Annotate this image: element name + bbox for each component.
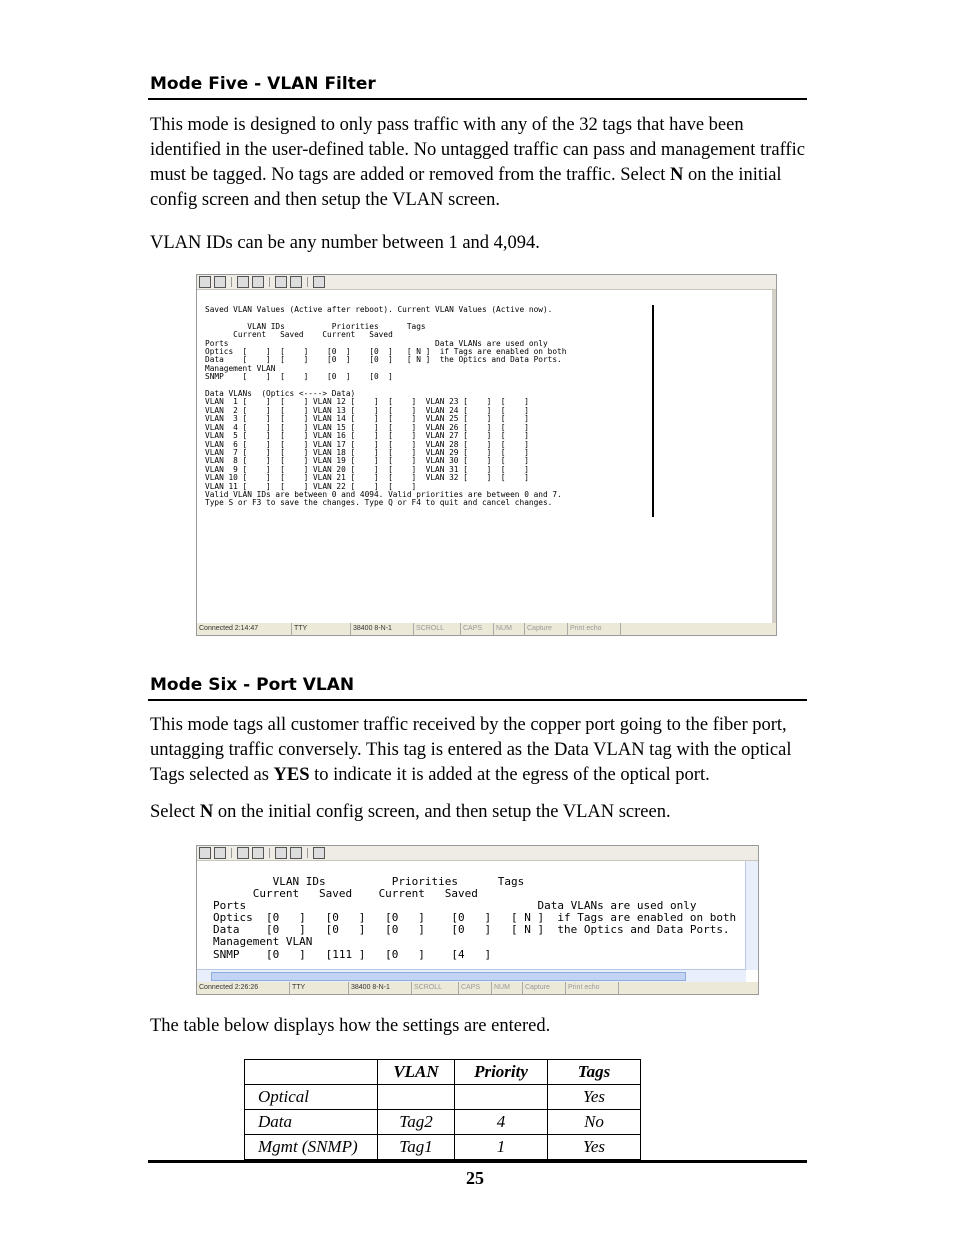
open-icon[interactable] [214, 847, 226, 859]
table-row [245, 1110, 641, 1135]
status-field: TTY [290, 982, 349, 994]
section-divider [148, 98, 807, 100]
terminal-line: VLAN 7 [ ] [ ] VLAN 18 [ ] [ ] VLAN 29 [ ] [ ] [205, 447, 529, 457]
receive-icon[interactable] [290, 847, 302, 859]
terminal-line: VLAN 8 [ ] [ ] VLAN 19 [ ] [ ] VLAN 30 [ ] [ ] [205, 456, 529, 466]
table-cell: 4 [455, 1110, 548, 1135]
terminal-screen-text [213, 876, 736, 961]
disconnect-icon[interactable] [252, 276, 264, 288]
terminal-line: VLAN 3 [ ] [ ] VLAN 14 [ ] [ ] VLAN 25 [ ] [ ] [205, 414, 529, 424]
vlan-id-range-note: VLAN IDs can be any number between 1 and 4,094. [150, 233, 540, 253]
send-icon[interactable] [275, 276, 287, 288]
table-cell: No [548, 1110, 641, 1135]
status-field: CAPS [459, 982, 492, 994]
table-cell: 1 [455, 1135, 548, 1160]
terminal-line: Ports Data VLANs are used only [205, 338, 548, 348]
table-cell: Yes [548, 1135, 641, 1160]
status-field: Capture [525, 623, 568, 635]
section-title-mode-six: Mode Six - Port VLAN [150, 675, 355, 695]
properties-icon[interactable] [313, 276, 325, 288]
terminal-status-bar [197, 982, 758, 994]
terminal-line: Ports Data VLANs are used only [213, 899, 697, 913]
settings-table [244, 1059, 641, 1160]
status-field: 38400 8-N-1 [349, 982, 412, 994]
terminal-line: VLAN 11 [ ] [ ] VLAN 22 [ ] [ ] [205, 481, 417, 491]
status-field: SCROLL [414, 623, 461, 635]
table-row [245, 1085, 641, 1110]
phone-icon[interactable] [237, 847, 249, 859]
terminal-line: VLAN IDs Priorities Tags [205, 321, 426, 331]
new-icon[interactable] [199, 847, 211, 859]
terminal-status-bar [197, 623, 776, 635]
table-header-row [245, 1060, 641, 1085]
terminal-window-vlan-filter [196, 274, 777, 636]
toolbar-separator [307, 277, 308, 287]
terminal-line: Current Saved Current Saved [205, 330, 393, 340]
status-field: Capture [523, 982, 566, 994]
status-field: Print echo [566, 982, 619, 994]
section-divider [148, 699, 807, 701]
terminal-line: SNMP [0 ] [111 ] [0 ] [4 ] [213, 947, 492, 961]
table-cell: Data [245, 1110, 378, 1135]
terminal-line: VLAN 2 [ ] [ ] VLAN 13 [ ] [ ] VLAN 24 [ ] [ ] [205, 405, 529, 415]
terminal-line: VLAN IDs Priorities Tags [213, 875, 525, 888]
receive-icon[interactable] [290, 276, 302, 288]
toolbar-separator [231, 277, 232, 287]
terminal-line: Optics [ ] [ ] [0 ] [0 ] [ N ] if Tags are enabled on both [205, 347, 567, 357]
table-cell: Tag1 [378, 1135, 455, 1160]
send-icon[interactable] [275, 847, 287, 859]
terminal-line: VLAN 1 [ ] [ ] VLAN 12 [ ] [ ] VLAN 23 [ ] [ ] [205, 397, 529, 407]
table-cell: Optical [245, 1085, 378, 1110]
table-cell: Yes [548, 1085, 641, 1110]
terminal-screen-text [205, 306, 566, 508]
table-cell: Mgmt (SNMP) [245, 1135, 378, 1160]
terminal-line: Saved VLAN Values (Active after reboot). Current VLAN Values (Active now). [205, 305, 553, 314]
terminal-line: VLAN 5 [ ] [ ] VLAN 16 [ ] [ ] VLAN 27 [ ] [ ] [205, 431, 529, 441]
table-header-cell [245, 1060, 378, 1085]
disconnect-icon[interactable] [252, 847, 264, 859]
new-icon[interactable] [199, 276, 211, 288]
page-number: 25 [466, 1168, 484, 1188]
mode-five-description: This mode is designed to only pass traffic with any of the 32 tags that have been identified in the user-defined table. No untagged traffic can pass and management traffic must be tagged. No tags are added or removed from the traffic. Select N on the initial config screen and then setup the VLAN screen. [150, 115, 805, 210]
vertical-scrollbar[interactable] [745, 861, 758, 970]
phone-icon[interactable] [237, 276, 249, 288]
terminal-window-port-vlan [196, 845, 759, 995]
toolbar-separator [307, 848, 308, 858]
status-field: TTY [292, 623, 351, 635]
terminal-toolbar [197, 846, 758, 861]
properties-icon[interactable] [313, 847, 325, 859]
terminal-line: VLAN 4 [ ] [ ] VLAN 15 [ ] [ ] VLAN 26 [ ] [ ] [205, 422, 529, 432]
scrollbar-thumb[interactable] [211, 972, 686, 981]
toolbar-separator [269, 848, 270, 858]
terminal-line: Data [0 ] [0 ] [0 ] [0 ] [ N ] the Optics and Data Ports. [213, 923, 730, 937]
footer-rule [148, 1160, 807, 1163]
toolbar-separator [269, 277, 270, 287]
terminal-line: SNMP [ ] [ ] [0 ] [0 ] [205, 372, 393, 382]
mode-six-description: This mode tags all customer traffic received by the copper port going to the fiber port, untagging traffic conversely. This tag is entered as the Data VLAN tag with the optical Tags selected as YES to indicate it is added at the egress of the optical port. [150, 715, 792, 785]
status-field: SCROLL [412, 982, 459, 994]
table-intro-text: The table below displays how the settings are entered. [150, 1016, 551, 1036]
status-field: Print echo [568, 623, 621, 635]
status-field: Connected 2:14:47 [197, 623, 292, 635]
status-field: 38400 8-N-1 [351, 623, 414, 635]
table-header-cell: Priority [455, 1060, 548, 1085]
terminal-line: VLAN 9 [ ] [ ] VLAN 20 [ ] [ ] VLAN 31 [ ] [ ] [205, 464, 529, 474]
status-field: NUM [494, 623, 525, 635]
mode-six-instruction: Select N on the initial config screen, and then setup the VLAN screen. [150, 802, 671, 822]
section-title-mode-five: Mode Five - VLAN Filter [150, 74, 376, 94]
table-cell [455, 1085, 548, 1110]
open-icon[interactable] [214, 276, 226, 288]
table-cell [378, 1085, 455, 1110]
status-field: CAPS [461, 623, 494, 635]
terminal-line: Management VLAN [205, 363, 276, 373]
terminal-line: Data VLANs (Optics <----> Data) [205, 389, 356, 399]
toolbar-separator [231, 848, 232, 858]
horizontal-scrollbar[interactable] [197, 969, 746, 982]
status-field: Connected 2:26:26 [197, 982, 290, 994]
table-row [245, 1135, 641, 1160]
terminal-line: Valid VLAN IDs are between 0 and 4094. Valid priorities are between 0 and 7. [205, 489, 562, 499]
table-header-cell: VLAN [378, 1060, 455, 1085]
status-field: NUM [492, 982, 523, 994]
terminal-line: VLAN 10 [ ] [ ] VLAN 21 [ ] [ ] VLAN 32 [ ] [ ] [205, 473, 529, 483]
table-cell: Tag2 [378, 1110, 455, 1135]
terminal-line: Management VLAN [213, 935, 313, 949]
terminal-toolbar [197, 275, 776, 290]
terminal-line: Current Saved Current Saved [213, 887, 478, 901]
table-header-cell: Tags [548, 1060, 641, 1085]
terminal-line: Data [ ] [ ] [0 ] [0 ] [ N ] the Optics and Data Ports. [205, 355, 562, 365]
terminal-line: VLAN 6 [ ] [ ] VLAN 17 [ ] [ ] VLAN 28 [ ] [ ] [205, 439, 529, 449]
vertical-scrollbar[interactable] [772, 290, 776, 623]
terminal-line: Optics [0 ] [0 ] [0 ] [0 ] [ N ] if Tags are enabled on both [213, 911, 737, 925]
terminal-line: Type S or F3 to save the changes. Type Q or F4 to quit and cancel changes. [205, 498, 553, 508]
